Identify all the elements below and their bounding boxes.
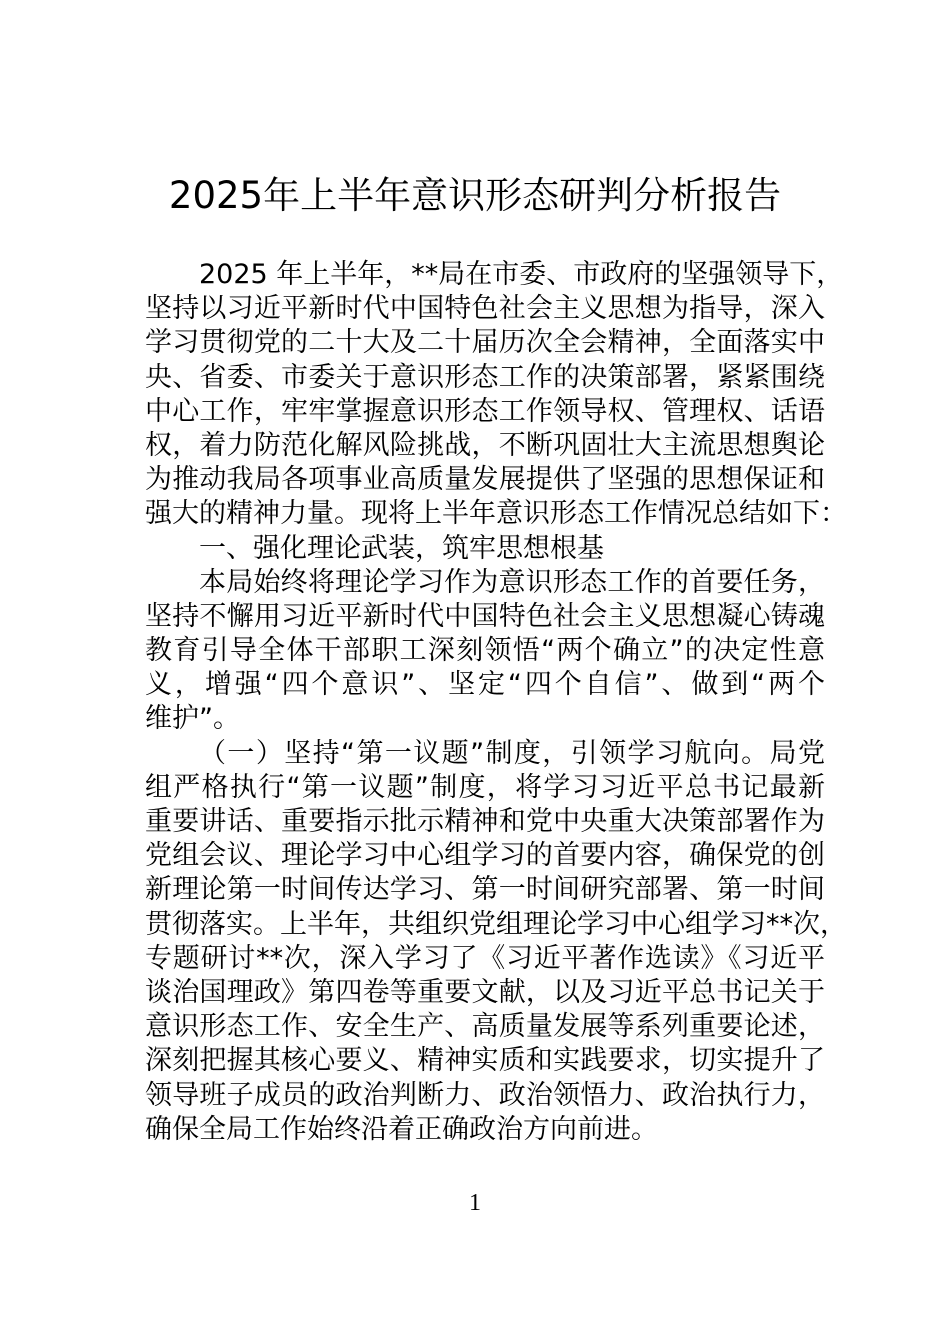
paragraph-2-line-5: 维护”。 (145, 703, 240, 735)
paragraph-3-line-7: 专题研讨**次，深入学习了《习近平著作选读》《习近平 (145, 942, 825, 974)
paragraph-1-line-6: 权，着力防范化解风险挑战，不断巩固壮大主流思想舆论 (145, 429, 825, 461)
paragraph-1-line-1: 2025 年上半年，**局在市委、市政府的坚强领导下， (199, 259, 844, 290)
paragraph-1-line-8: 强大的精神力量。现将上半年意识形态工作情况总结如下： (145, 498, 847, 530)
paragraph-3-line-8: 谈治国理政》第四卷等重要文献，以及习近平总书记关于 (145, 976, 825, 1008)
paragraph-1-line-3: 学习贯彻党的二十大及二十届历次全会精神，全面落实中 (145, 327, 825, 359)
paragraph-2-line-3: 教育引导全体干部职工深刻领悟“两个确立”的决定性意 (145, 635, 825, 667)
paragraph-3-line-6: 贯彻落实。上半年，共组织党组理论学习中心组学习**次， (145, 908, 847, 940)
paragraph-3-line-9: 意识形态工作、安全生产、高质量发展等系列重要论述， (145, 1011, 825, 1043)
paragraph-1-line-4: 央、省委、市委关于意识形态工作的决策部署，紧紧围绕 (145, 361, 825, 393)
document-body (145, 258, 847, 1147)
paragraph-3-line-10: 深刻把握其核心要义、精神实质和实践要求，切实提升了 (145, 1045, 825, 1077)
paragraph-3-line-12: 确保全局工作始终沿着正确政治方向前进。 (145, 1113, 658, 1145)
paragraph-3-line-5: 新理论第一时间传达学习、第一时间研究部署、第一时间 (145, 874, 825, 906)
paragraph-1-line-5: 中心工作，牢牢掌握意识形态工作领导权、管理权、话语 (145, 395, 825, 427)
paragraph-2-line-1: 本局始终将理论学习作为意识形态工作的首要任务， (199, 566, 825, 598)
paragraph-1-line-2: 坚持以习近平新时代中国特色社会主义思想为指导，深入 (145, 293, 825, 325)
paragraph-1-line-7: 为推动我局各项事业高质量发展提供了坚强的思想保证和 (145, 464, 825, 496)
document-title: 2025年上半年意识形态研判分析报告 (168, 174, 782, 217)
paragraph-3-line-11: 领导班子成员的政治判断力、政治领悟力、政治执行力， (145, 1079, 825, 1111)
section-heading-1: 一、强化理论武装，筑牢思想根基 (199, 532, 604, 564)
paragraph-3-line-1: （一）坚持“第一议题”制度，引领学习航向。局党 (199, 737, 825, 769)
paragraph-3-line-3: 重要讲话、重要指示批示精神和党中央重大决策部署作为 (145, 806, 825, 837)
paragraph-3-line-2: 组严格执行“第一议题”制度，将学习习近平总书记最新 (145, 771, 825, 803)
paragraph-2-line-4: 义，增强“四个意识”、坚定“四个自信”、做到“两个 (145, 669, 825, 701)
page-number: 1 (469, 1190, 481, 1216)
paragraph-3-line-4: 党组会议、理论学习中心组学习的首要内容，确保党的创 (145, 840, 825, 872)
paragraph-2-line-2: 坚持不懈用习近平新时代中国特色社会主义思想凝心铸魂 (145, 600, 825, 632)
